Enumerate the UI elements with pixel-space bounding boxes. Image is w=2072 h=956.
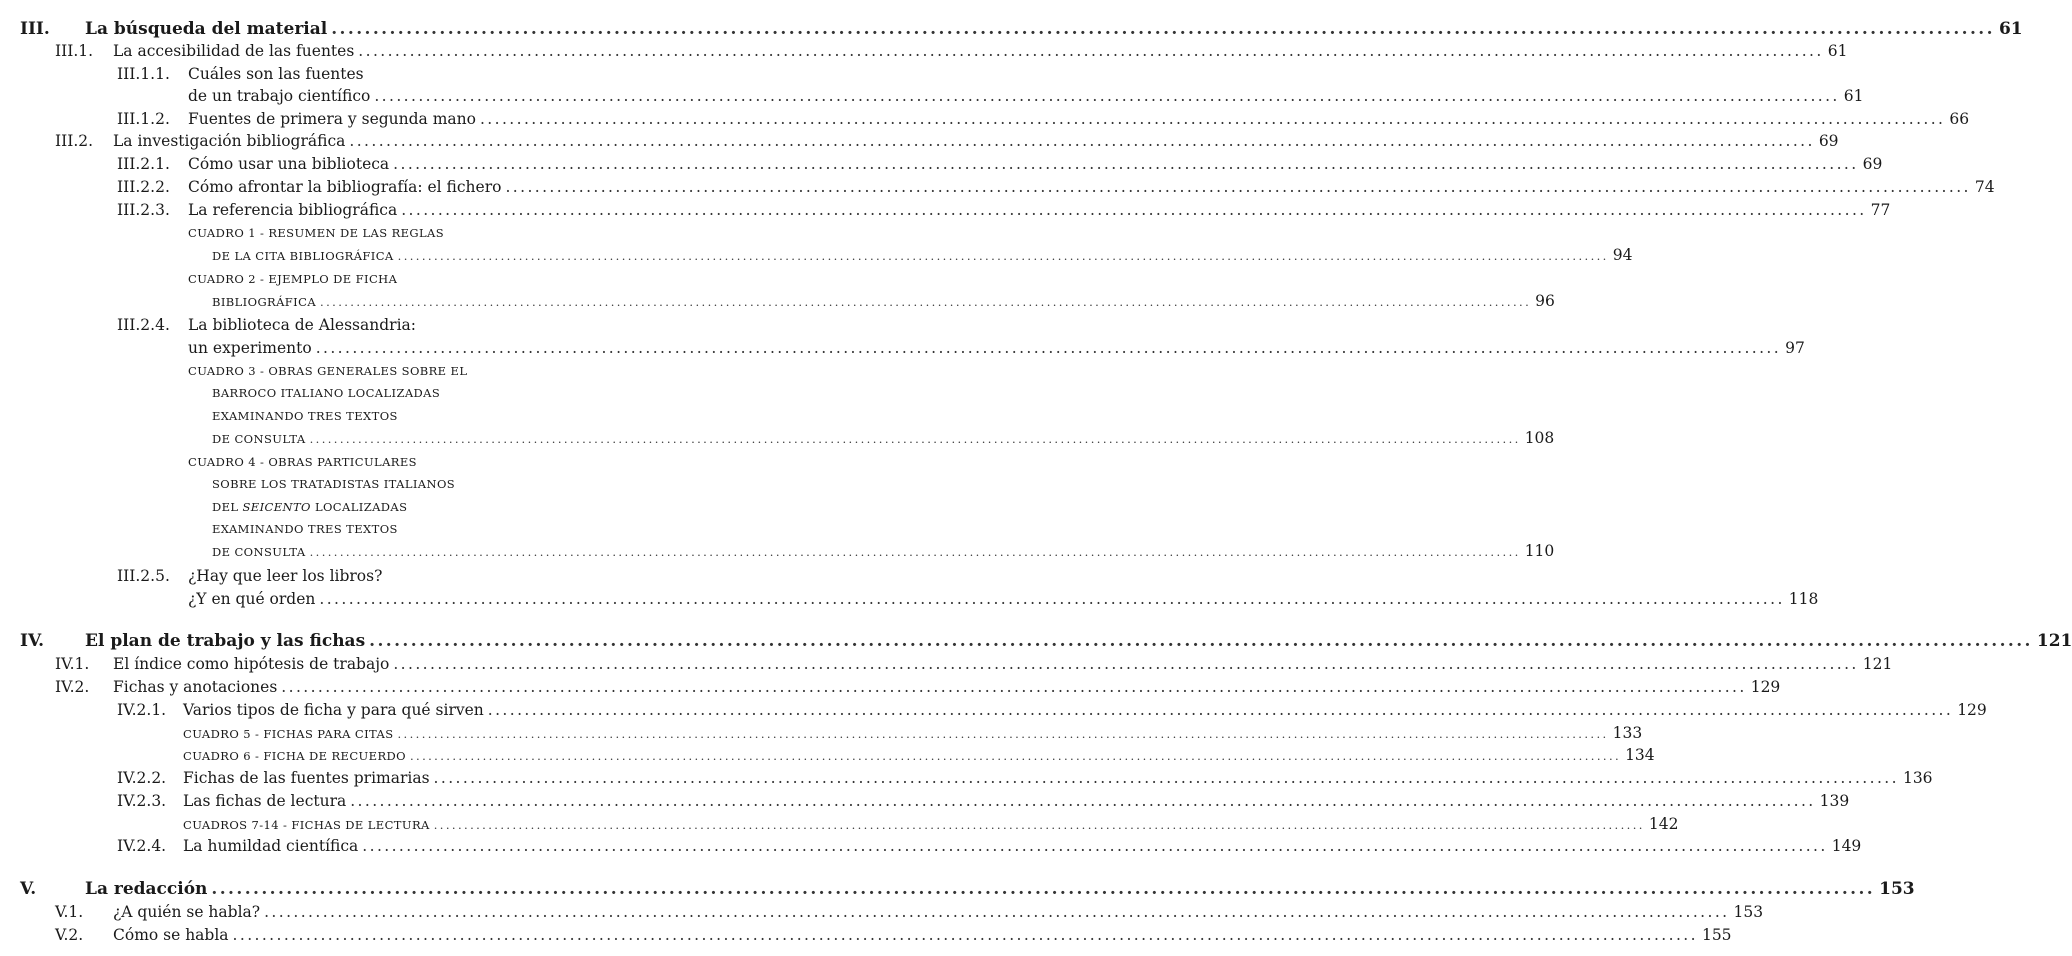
toc-entry-number: V.2. — [55, 926, 84, 944]
toc-box-row — [212, 290, 1555, 313]
toc-entry-number: III.1. — [55, 42, 94, 60]
toc-entry-title: Cuáles son las fuentes — [188, 65, 364, 83]
toc-entry-title: BARROCO ITALIANO LOCALIZADAS — [212, 386, 441, 400]
toc-section-row — [117, 767, 1933, 789]
toc-page-number: 129 — [1750, 678, 1781, 696]
toc-leader-dots: ........................................................................................................................................................................................................ — [350, 792, 1816, 810]
toc-entry-title: Cómo afrontar la bibliografía: el fichero — [188, 178, 502, 196]
toc-section-row — [117, 108, 1970, 130]
toc-entry-title: CUADRO 5 - FICHAS PARA CITAS — [183, 727, 394, 741]
toc-box-row — [183, 744, 1655, 767]
toc-entry-title: ¿A quién se habla? — [113, 903, 261, 921]
toc-entry-number: III. — [20, 19, 50, 39]
toc-entry-title: Cómo usar una biblioteca — [188, 155, 390, 173]
toc-entry-number: IV.2. — [55, 678, 90, 696]
toc-entry-title: DE LA CITA BIBLIOGRÁFICA — [212, 249, 394, 263]
toc-entry-number: IV. — [20, 631, 45, 651]
toc-chapter-row — [20, 18, 2023, 40]
toc-chapter-row — [20, 630, 2072, 652]
toc-leader-dots: ........................................................................................................................................................................................................ — [309, 432, 1521, 446]
toc-entry-number: IV.2.1. — [117, 701, 167, 719]
toc-entry-title: El índice como hipótesis de trabajo — [113, 655, 390, 673]
toc-entry-title: La biblioteca de Alessandria: — [188, 316, 416, 334]
toc-page-number: 134 — [1625, 746, 1655, 764]
toc-section-row — [117, 699, 1987, 721]
toc-entry-number: III.1.2. — [117, 110, 170, 128]
toc-entry-number: III.2.4. — [117, 316, 170, 334]
toc-box-row — [188, 268, 583, 290]
toc-entry-title: La búsqueda del material — [85, 19, 328, 39]
toc-entry-title: CUADRO 3 - OBRAS GENERALES SOBRE EL — [188, 364, 468, 378]
toc-section-row — [117, 153, 1883, 175]
toc-leader-dots: ........................................................................................................................................................................................................ — [358, 42, 1824, 60]
toc-entry-title: SOBRE LOS TRATADISTAS ITALIANOS — [212, 477, 456, 491]
toc-leader-dots: ........................................................................................................................................................................................................ — [479, 110, 1946, 128]
toc-box-row — [212, 540, 1555, 563]
toc-entry-title: CUADRO 6 - FICHA DE RECUERDO — [183, 749, 406, 763]
toc-leader-dots: ........................................................................................................................................................................................................ — [505, 178, 1971, 196]
toc-leader-dots: ........................................................................................................................................................................................................ — [320, 295, 1532, 309]
toc-entry-title: La redacción — [85, 879, 208, 899]
toc-page-number: 108 — [1524, 429, 1555, 447]
toc-page-number: 69 — [1862, 155, 1883, 173]
toc-page-number: 61 — [1998, 19, 2023, 39]
toc-box-row — [212, 496, 583, 518]
toc-page-number: 110 — [1524, 542, 1555, 560]
toc-entry-title: un experimento — [188, 339, 312, 357]
toc-entry-number: III.2.1. — [117, 155, 170, 173]
toc-leader-dots: ........................................................................................................................................................................................................ — [487, 701, 1954, 719]
toc-section-row — [55, 901, 1764, 923]
toc-page-number: 97 — [1785, 339, 1805, 357]
toc-entry-title: ¿Y en qué orden — [188, 590, 316, 608]
toc-page-number: 129 — [1957, 701, 1987, 719]
toc-section-row — [117, 565, 583, 587]
toc-section-row — [188, 337, 1805, 359]
toc-entry-number: IV.2.3. — [117, 792, 167, 810]
toc-leader-dots: ........................................................................................................................................................................................................ — [309, 545, 1521, 559]
toc-leader-dots: ........................................................................................................................................................................................................ — [281, 678, 1747, 696]
toc-leader-dots: ........................................................................................................................................................................................................ — [397, 249, 1609, 263]
toc-section-row — [55, 676, 1781, 698]
toc-entry-title: Fichas de las fuentes primarias — [183, 769, 430, 787]
toc-entry-title: DE CONSULTA — [212, 432, 306, 446]
toc-page-number: 153 — [1879, 879, 1915, 899]
toc-page-number: 142 — [1648, 815, 1679, 833]
toc-leader-dots: ........................................................................................................................................................................................................ — [232, 926, 1698, 944]
toc-entry-title: La humildad científica — [183, 837, 359, 855]
toc-entry-title: BIBLIOGRÁFICA — [212, 295, 317, 309]
toc-page-number: 139 — [1819, 792, 1850, 810]
toc-section-row — [55, 40, 1848, 62]
toc-section-row — [117, 176, 1995, 198]
toc-entry-title: Fuentes de primera y segunda mano — [188, 110, 476, 128]
toc-chapter-row — [20, 878, 1915, 900]
toc-page-number: 121 — [1862, 655, 1893, 673]
toc-box-row — [188, 360, 583, 382]
toc-section-row — [117, 835, 1862, 857]
toc-entry-title: CUADRO 2 - EJEMPLO DE FICHA — [188, 272, 398, 286]
toc-page-number: 155 — [1701, 926, 1732, 944]
toc-leader-dots: ........................................................................................................................................................................................................ — [264, 903, 1730, 921]
toc-page-number: 149 — [1831, 837, 1862, 855]
toc-entry-title: DE CONSULTA — [212, 545, 306, 559]
toc-entry-title: DEL SEICENTO LOCALIZADAS — [212, 500, 408, 514]
toc-entry-number: IV.2.2. — [117, 769, 167, 787]
toc-box-row — [188, 222, 583, 244]
toc-leader-dots: ........................................................................................................................................................................................................ — [349, 132, 1815, 150]
toc-entry-title: Cómo se habla — [113, 926, 229, 944]
toc-entry-number: IV.2.4. — [117, 837, 167, 855]
toc-section-row — [55, 130, 1839, 152]
toc-box-row — [212, 427, 1555, 450]
toc-entry-title: CUADRO 4 - OBRAS PARTICULARES — [188, 455, 417, 469]
toc-page-number: 121 — [2036, 631, 2072, 651]
toc-entry-number: III.1.1. — [117, 65, 170, 83]
toc-section-row — [117, 314, 583, 336]
toc-page-number: 133 — [1612, 724, 1643, 742]
toc-box-row — [183, 813, 1679, 836]
toc-entry-title: CUADROS 7-14 - FICHAS DE LECTURA — [183, 818, 430, 832]
toc-box-row — [212, 518, 583, 540]
toc-box-row — [188, 451, 583, 473]
toc-leader-dots: ........................................................................................................................................................................................................ — [433, 769, 1899, 787]
toc-leader-dots: ........................................................................................................................................................................................................ — [393, 655, 1859, 673]
toc-page-number: 136 — [1902, 769, 1933, 787]
toc-entry-number: III.2.2. — [117, 178, 170, 196]
toc-entry-title: La accesibilidad de las fuentes — [113, 42, 355, 60]
toc-entry-number: III.2.5. — [117, 567, 170, 585]
toc-entry-title: EXAMINANDO TRES TEXTOS — [212, 522, 398, 536]
toc-page-number: 153 — [1733, 903, 1764, 921]
toc-leader-dots: ........................................................................................................................................................................................................ — [331, 19, 1995, 39]
toc-box-row — [212, 244, 1633, 267]
toc-leader-dots: ........................................................................................................................................................................................................ — [374, 87, 1840, 105]
toc-entry-title: La referencia bibliográfica — [188, 201, 398, 219]
toc-entry-title: EXAMINANDO TRES TEXTOS — [212, 409, 398, 423]
toc-entry-title: Las fichas de lectura — [183, 792, 347, 810]
toc-page-number: 77 — [1870, 201, 1891, 219]
toc-section-row — [55, 653, 1893, 675]
toc-box-row — [212, 382, 583, 404]
toc-entry-title: La investigación bibliográfica — [113, 132, 346, 150]
toc-page-number: 118 — [1788, 590, 1819, 608]
toc-page-number: 69 — [1818, 132, 1839, 150]
toc-leader-dots: ........................................................................................................................................................................................................ — [362, 837, 1828, 855]
toc-section-row — [188, 588, 1819, 610]
toc-page-number: 66 — [1949, 110, 1970, 128]
toc-page-number: 61 — [1843, 87, 1864, 105]
toc-entry-title: El plan de trabajo y las fichas — [85, 631, 366, 651]
toc-section-row — [117, 199, 1891, 221]
toc-leader-dots: ........................................................................................................................................................................................................ — [315, 339, 1782, 357]
toc-entry-number: IV.1. — [55, 655, 90, 673]
toc-leader-dots: ........................................................................................................................................................................................................ — [369, 631, 2033, 651]
toc-page-number: 94 — [1612, 246, 1633, 264]
toc-section-row — [188, 85, 1864, 107]
toc-leader-dots: ........................................................................................................................................................................................................ — [393, 155, 1859, 173]
toc-leader-dots: ........................................................................................................................................................................................................ — [433, 818, 1645, 832]
toc-entry-title: ¿Hay que leer los libros? — [188, 567, 383, 585]
toc-entry-number: V. — [20, 879, 37, 899]
toc-leader-dots: ........................................................................................................................................................................................................ — [319, 590, 1785, 608]
toc-section-row — [55, 924, 1732, 946]
toc-entry-number: III.2.3. — [117, 201, 170, 219]
toc-box-row — [212, 473, 583, 495]
toc-section-row — [117, 63, 583, 85]
toc-page-number: 74 — [1974, 178, 1995, 196]
toc-leader-dots: ........................................................................................................................................................................................................ — [401, 201, 1867, 219]
toc-entry-number: III.2. — [55, 132, 94, 150]
toc-section-row — [117, 790, 1850, 812]
toc-page-number: 96 — [1535, 292, 1555, 310]
toc-entry-title: de un trabajo científico — [188, 87, 371, 105]
toc-box-row — [212, 405, 583, 427]
toc-leader-dots: ........................................................................................................................................................................................................ — [409, 749, 1622, 763]
toc-entry-title: Fichas y anotaciones — [113, 678, 278, 696]
toc-entry-number: V.1. — [55, 903, 84, 921]
toc-leader-dots: ........................................................................................................................................................................................................ — [211, 879, 1876, 899]
toc-entry-title: CUADRO 1 - RESUMEN DE LAS REGLAS — [188, 226, 445, 240]
toc-leader-dots: ........................................................................................................................................................................................................ — [397, 727, 1609, 741]
toc-page-number: 61 — [1827, 42, 1848, 60]
toc-entry-title: Varios tipos de ficha y para qué sirven — [183, 701, 484, 719]
toc-box-row — [183, 722, 1643, 745]
